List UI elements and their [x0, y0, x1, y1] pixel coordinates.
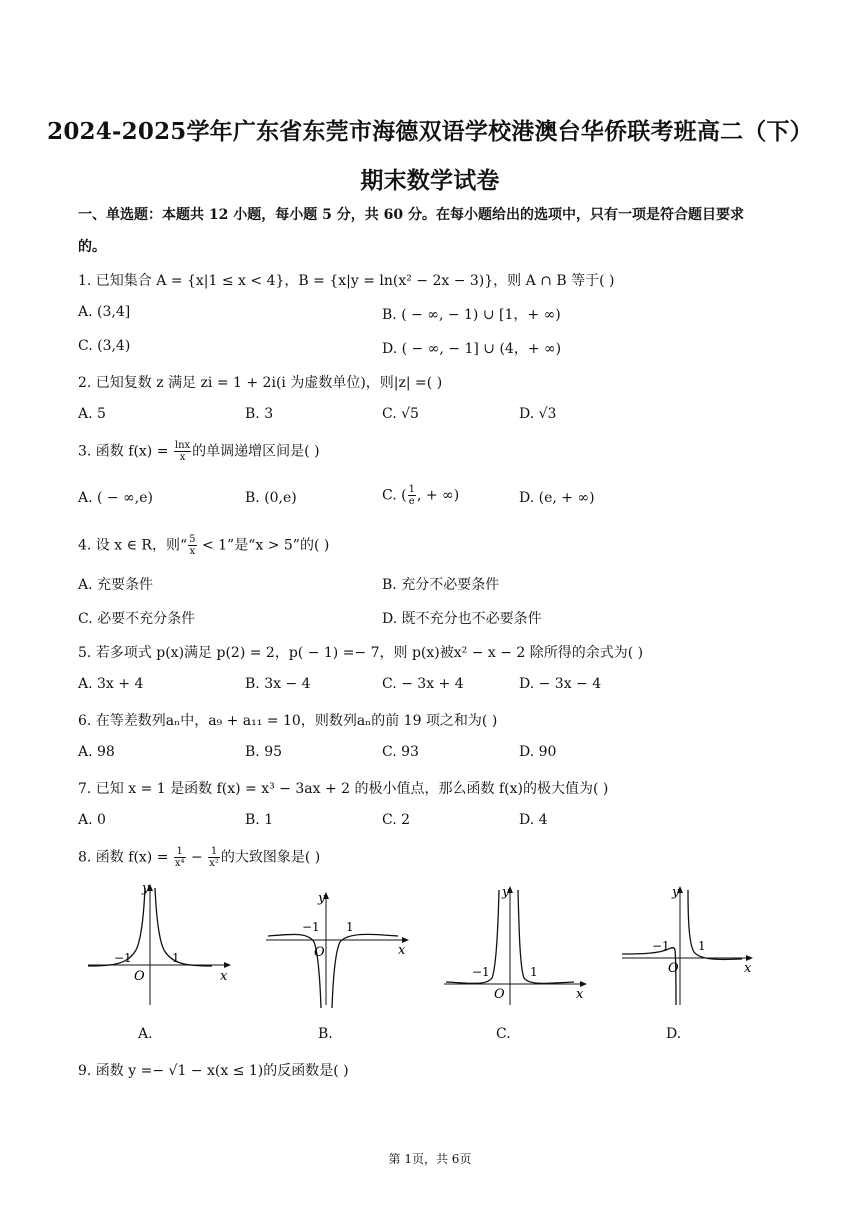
graph-b-neg1-label: −1 [302, 920, 320, 934]
graph-a-origin-label: O [134, 969, 145, 984]
q2-option-a: A. 5 [78, 406, 106, 422]
q8-frac1-num: 1 [174, 846, 186, 858]
q5-option-d: D. − 3x − 4 [519, 676, 602, 692]
graph-c-x-label: x [576, 987, 584, 1002]
q4-option-c: C. 必要不充分条件 [78, 611, 196, 627]
graph-c-curve-right [518, 890, 574, 983]
q3-optc-fraction [408, 484, 416, 507]
graph-a-x-arrow [224, 962, 231, 968]
q3-optc-den: e [408, 496, 415, 507]
q1-option-d: D. ( − ∞, − 1] ∪ (4，+ ∞) [382, 341, 562, 357]
graph-d-neg1-label: −1 [652, 939, 670, 953]
q8-option-d: D. [666, 1026, 682, 1042]
graph-a-curve-right [155, 888, 212, 966]
graph-c [440, 880, 590, 1012]
q3-optc-num: 1 [408, 484, 415, 495]
graph-a-one-label: 1 [172, 951, 180, 965]
question-7-stem: 7. 已知 x = 1 是函数 f(x) = x³ − 3ax + 2 的极小值点，那么函数 f(x)的极大值为( ) [78, 781, 609, 797]
q2-option-b: B. 3 [245, 406, 274, 422]
q3-fraction [174, 440, 191, 463]
section-heading: 一、单选题：本题共 12 小题，每小题 5 分，共 60 分。在每小题给出的选项中，只有一项是符合题目要求 [78, 207, 744, 223]
page-footer: 第 1页，共 6页 [388, 1152, 472, 1166]
graph-d [618, 880, 768, 1012]
q8-frac1-den: x⁴ [174, 858, 185, 869]
graph-c-one-label: 1 [530, 965, 538, 979]
graph-b [262, 880, 412, 1012]
q8-stem-post: 的大致图象是( ) [220, 849, 321, 866]
q3-option-c [382, 484, 459, 507]
q3-stem-post: 的单调递增区间是( ) [192, 443, 320, 460]
q4-option-d: D. 既不充分也不必要条件 [382, 611, 542, 627]
q1-option-a: A. (3,4] [78, 304, 131, 320]
question-1-stem: 1. 已知集合 A = {x|1 ≤ x < 4}，B = {x|y = ln(x² − 2x − 3)}，则 A ∩ B 等于( ) [78, 273, 615, 289]
graph-d-curve-left [622, 948, 676, 1005]
q1-option-c: C. (3,4) [78, 338, 131, 354]
q3-option-d: D. (e, + ∞) [519, 490, 595, 506]
exam-title-line1: 2024-2025学年广东省东莞市海德双语学校港澳台华侨联考班高二（下） [47, 118, 813, 145]
q4-frac-num: 5 [189, 534, 196, 545]
q8-option-c: C. [496, 1026, 511, 1042]
graph-c-neg1-label: −1 [472, 965, 490, 979]
question-2-stem: 2. 已知复数 z 满足 zi = 1 + 2i(i 为虚数单位)，则|z| =( ) [78, 375, 443, 391]
graph-b-origin-label: O [314, 945, 325, 960]
question-9-stem: 9. 函数 y =− √1 − x(x ≤ 1)的反函数是( ) [78, 1063, 349, 1079]
graph-b-one-label: 1 [346, 920, 354, 934]
section-heading-cont: 的。 [78, 239, 106, 255]
graph-a-neg1-label: −1 [114, 951, 132, 965]
q4-stem-pre: 4. 设 x ∈ R，则“ [78, 537, 188, 554]
q8-fraction-2 [208, 846, 220, 869]
question-6-stem: 6. 在等差数列aₙ中，a₉ + a₁₁ = 10，则数列aₙ的前 19 项之和为( ) [78, 713, 498, 729]
q1-option-b: B. ( − ∞, − 1) ∪ [1，+ ∞) [382, 307, 561, 323]
q7-option-c: C. 2 [382, 812, 411, 828]
q4-option-a: A. 充要条件 [78, 577, 154, 593]
q4-option-b: B. 充分不必要条件 [382, 577, 500, 593]
q4-stem-post: < 1”是“x > 5”的( ) [197, 537, 330, 554]
q8-option-b: B. [318, 1026, 333, 1042]
q4-frac-den: x [189, 546, 196, 557]
graph-b-curve-right [332, 934, 398, 1008]
question-5-stem: 5. 若多项式 p(x)满足 p(2) = 2，p( − 1) =− 7，则 p(x)被x² − x − 2 除所得的余式为( ) [78, 645, 644, 661]
q8-frac2-num: 1 [208, 846, 220, 858]
q8-stem-pre: 8. 函数 f(x) = [78, 849, 173, 866]
q6-option-d: D. 90 [519, 744, 557, 760]
q8-stem-mid: − [186, 849, 208, 866]
graph-a-y-label: y [142, 881, 150, 896]
q3-stem-pre: 3. 函数 f(x) = [78, 443, 173, 460]
q5-option-b: B. 3x − 4 [245, 676, 311, 692]
q3-optc-pre: C. ( [382, 487, 407, 504]
graph-b-y-label: y [318, 891, 326, 906]
q6-option-c: C. 93 [382, 744, 419, 760]
q8-frac2-den: x² [209, 858, 219, 869]
exam-title-line2: 期末数学试卷 [360, 167, 500, 194]
question-8-stem [78, 846, 320, 869]
q2-option-d: D. √3 [519, 406, 557, 422]
graph-a-x-label: x [220, 969, 228, 984]
q3-option-b: B. (0,e) [245, 490, 297, 506]
q4-fraction [188, 534, 196, 557]
q5-option-a: A. 3x + 4 [78, 676, 144, 692]
q8-fraction-1 [174, 846, 186, 869]
question-4-stem [78, 534, 329, 557]
graph-d-x-label: x [744, 961, 752, 976]
q6-option-b: B. 95 [245, 744, 283, 760]
graph-d-one-label: 1 [698, 939, 706, 953]
q7-option-a: A. 0 [78, 812, 106, 828]
question-3-stem [78, 440, 320, 463]
graph-d-origin-label: O [668, 961, 679, 976]
q3-option-a: A. ( − ∞,e) [78, 490, 153, 506]
graph-a [84, 880, 234, 1012]
q3-optc-post: , + ∞) [416, 487, 460, 504]
q5-option-c: C. − 3x + 4 [382, 676, 464, 692]
graph-d-y-label: y [672, 885, 680, 900]
q3-frac-den: x [179, 452, 186, 463]
graph-c-y-label: y [502, 885, 510, 900]
q3-frac-num: lnx [174, 440, 191, 451]
q7-option-d: D. 4 [519, 812, 548, 828]
q6-option-a: A. 98 [78, 744, 115, 760]
q2-option-c: C. √5 [382, 406, 419, 422]
graph-d-curve-right [688, 890, 742, 959]
graph-c-origin-label: O [494, 987, 505, 1002]
graph-b-x-label: x [398, 943, 406, 958]
q7-option-b: B. 1 [245, 812, 274, 828]
q8-option-a: A. [138, 1026, 153, 1042]
